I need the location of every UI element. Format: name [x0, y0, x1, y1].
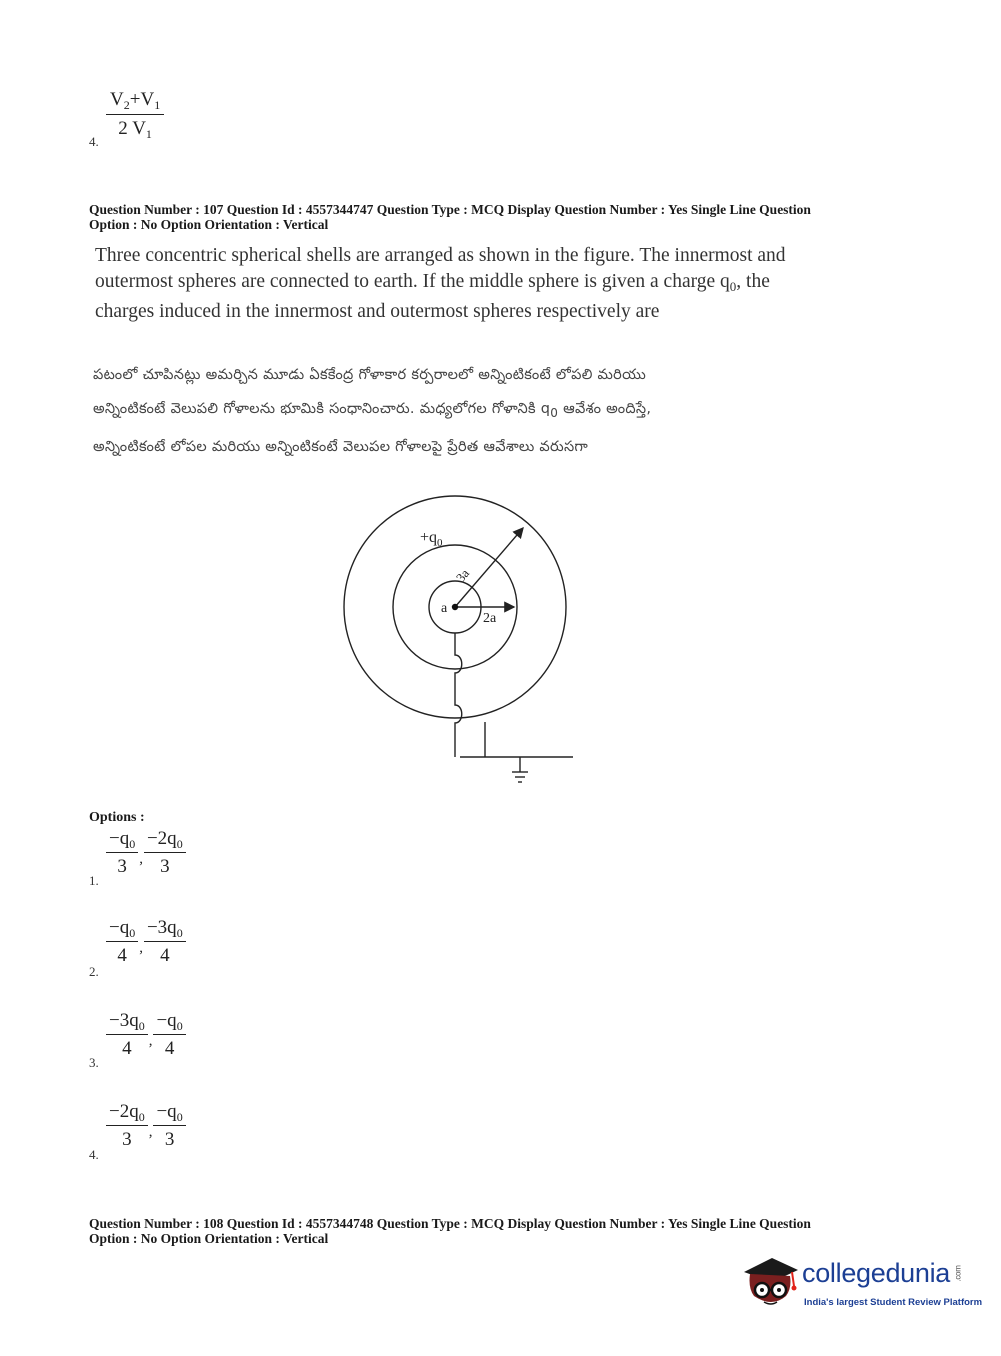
num-v1-sub: 1 [154, 98, 161, 112]
option-1-num2: −2q [146, 828, 177, 849]
num-v2-sub: 2 [123, 98, 130, 112]
collegedunia-logo[interactable] [742, 1250, 983, 1316]
options-label: Options : [89, 810, 145, 825]
option-3-sub1: 0 [138, 1019, 145, 1033]
option-1-sub2: 0 [176, 837, 183, 851]
logo-tld: .com [953, 1265, 963, 1282]
option-3[interactable] [106, 1011, 186, 1058]
logo-brand-text: collegedunia [802, 1258, 951, 1288]
radius-3a-arrow [452, 528, 523, 607]
label-2a: 2a [483, 611, 497, 626]
english-line-2a: outermost spheres are connected to earth. If the middle sphere is given a charge q [95, 270, 730, 292]
option-4-sub1: 0 [138, 1110, 145, 1124]
logo-brand [802, 1258, 966, 1289]
option-2-num2: −3q [146, 917, 177, 938]
q107-telugu-text [93, 358, 873, 464]
logo-tagline: India's largest Student Review Platform [804, 1297, 983, 1308]
option-4-num2: −q [156, 1101, 177, 1122]
option-3-sub2: 0 [176, 1019, 183, 1033]
option-1-num1: −q [109, 828, 130, 849]
q108-meta-line2: Option : No Option Orientation : Vertical [89, 1231, 329, 1246]
option-2-sub2: 0 [176, 926, 183, 940]
option-3-num1: −3q [109, 1010, 139, 1031]
option-4-den1: 3 [122, 1129, 132, 1150]
option-1-comma: , [139, 850, 143, 867]
option-2-sub1: 0 [129, 926, 136, 940]
english-q0-sub: 0 [729, 278, 737, 294]
num-v1: V [140, 89, 155, 110]
option-3-number: 3. [89, 1055, 99, 1070]
label-charge: $+q_0$ [420, 529, 443, 549]
telugu-line-1: పటంలో చూపినట్లు అమర్చిన మూడు ఏకకేంద్ర గోళాకార కర్పరాలలో అన్నింటికంటే లోపలి మరియు [93, 367, 647, 383]
q107-meta-line1: Question Number : 107 Question Id : 4557344747 Question Type : MCQ Display Question Number : Yes Single Line Question [89, 202, 811, 217]
label-3a: 3a [452, 565, 473, 585]
num-v2: V [110, 89, 124, 110]
option-2-den2: 4 [160, 945, 170, 966]
option-2-num1: −q [109, 917, 130, 938]
option-2-number: 2. [89, 964, 99, 979]
option-3-den1: 4 [122, 1038, 132, 1059]
q107-english-text [95, 243, 865, 325]
option-2-den1: 4 [117, 945, 127, 966]
option-1-den1: 3 [117, 856, 127, 877]
option-4-comma: , [148, 1123, 153, 1140]
english-line-2 [95, 269, 865, 300]
center-dot [452, 604, 458, 610]
den-coef: 2 [118, 118, 128, 139]
option-3-num2: −q [156, 1010, 177, 1031]
num-plus: + [129, 89, 141, 110]
option-3-den2: 4 [164, 1038, 175, 1059]
option-2-comma: , [139, 939, 143, 956]
option-1-number: 1. [89, 873, 99, 888]
option-4-number: 4. [89, 1147, 99, 1162]
prev-option-number: 4. [89, 134, 99, 149]
option-4[interactable] [106, 1102, 186, 1149]
q108-meta-line1: Question Number : 108 Question Id : 4557344748 Question Type : MCQ Display Question Number : Yes Single Line Question [89, 1216, 811, 1231]
option-4-sub2: 0 [176, 1110, 183, 1124]
option-4-num1: −2q [109, 1101, 139, 1122]
telugu-q0-sub: 0 [550, 406, 559, 420]
english-line-3: charges induced in the innermost and outermost spheres respectively are [95, 301, 660, 322]
concentric-shells-figure [330, 495, 590, 795]
option-1-sub1: 0 [129, 837, 136, 851]
option-3-comma: , [148, 1032, 153, 1049]
mascot-icon [742, 1250, 800, 1312]
telugu-line-2a: అన్నింటికంటే వెలుపలి గోళాలను భూమికి సంధానించారు. మధ్యలోగల గోళానికి q [93, 401, 551, 417]
q107-meta-line2: Option : No Option Orientation : Vertical [89, 217, 329, 232]
ground-wire-inner [455, 633, 462, 757]
english-line-1: Three concentric spherical shells are arranged as shown in the figure. The innermost and [95, 245, 786, 266]
den-v: V [132, 118, 146, 139]
telugu-line-2 [93, 392, 873, 430]
option-1[interactable] [106, 829, 186, 876]
english-line-2b: , the [736, 270, 770, 292]
den-sub: 1 [145, 127, 152, 141]
label-a: a [441, 601, 448, 616]
telugu-line-2b: ఆవేశం అందిస్తే, [558, 401, 652, 417]
option-2[interactable] [106, 918, 186, 965]
prev-option-fraction [106, 90, 164, 140]
telugu-line-3: అన్నింటికంటే లోపల మరియు అన్నింటికంటే వెలుపల గోళాలపై ప్రేరిత ఆవేశాలు వరుసగా [93, 439, 589, 455]
option-4-den2: 3 [164, 1129, 175, 1150]
option-1-den2: 3 [160, 856, 170, 877]
